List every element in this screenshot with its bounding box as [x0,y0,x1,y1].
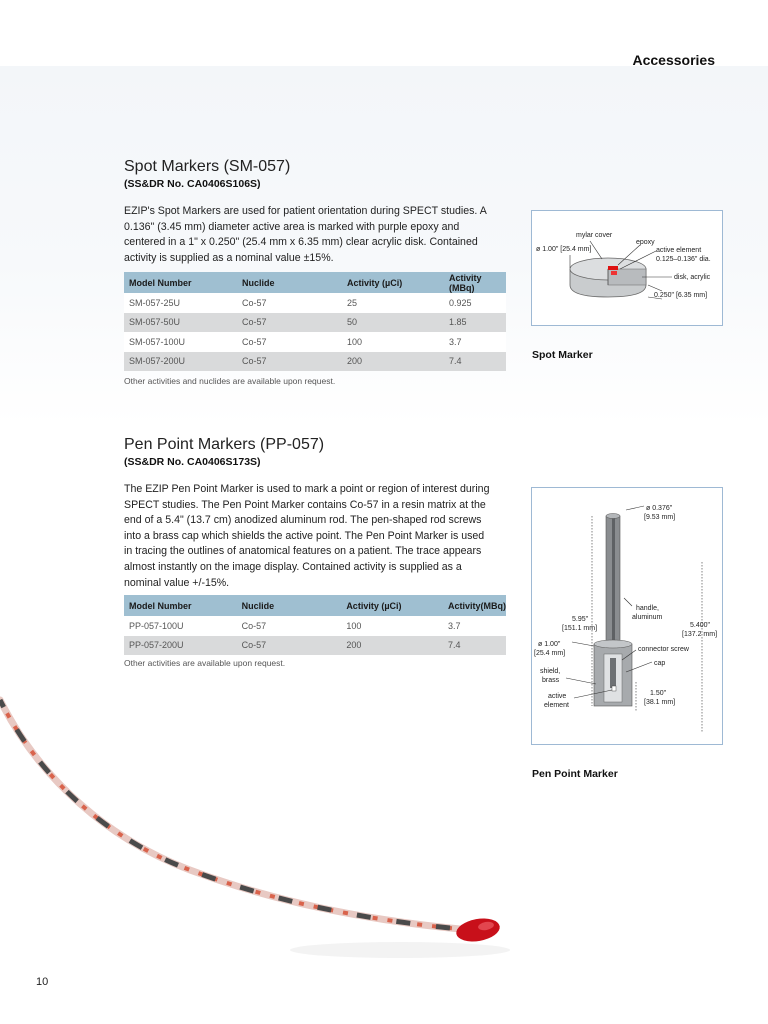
cell-model: SM-057-25U [124,293,237,313]
label-shield: shield, [540,668,561,675]
cell-activity-uci: 100 [342,332,444,352]
pen-point-markers-title: Pen Point Markers (PP-057) [124,436,325,453]
spot-marker-figure [531,210,723,326]
catheter-photo [0,600,540,980]
active-element-red [608,266,618,270]
cell-model: SM-057-100U [124,332,237,352]
cell-model: PP-057-100U [124,616,237,636]
label-mylar: mylar cover [576,232,613,239]
label-active-dia: 0.125–0.136" dia. [656,256,711,263]
table-row [124,293,506,313]
spot-marker-caption: Spot Marker [532,349,593,361]
table-row [124,332,506,352]
cell-activity-uci: 200 [342,352,444,372]
table-row [124,352,506,372]
col-header-activity-uci: Activity (µCi) [341,595,443,616]
spot-markers-description: EZIP's Spot Markers are used for patient orientation during SPECT studies. A 0.136" (3.45 mm) diameter active area is marked with purple epoxy and centered in a 1" x 0.250" (25.4 mm x 6.35 mm) clear acrylic disk. Contained activity is supplied as a nominal value ±15%. [124,205,487,264]
label-dia-cap-mm: [25.4 mm] [534,650,566,657]
col-header-activity-mbq: Activity (MBq) [444,272,506,293]
page-number: 10 [36,976,49,988]
cell-nuclide: Co-57 [237,313,342,333]
label-shield-material: brass [542,677,560,684]
label-length-595-mm: [151.1 mm] [562,625,598,632]
cell-activity-mbq: 1.85 [444,313,506,333]
col-header-activity-mbq: Activity(MBq) [443,595,506,616]
table-header-row [124,272,506,293]
label-cap: cap [654,660,666,667]
table-row [124,313,506,333]
cell-model: SM-057-200U [124,352,237,372]
pen-point-marker-caption: Pen Point Marker [532,768,618,780]
label-length-5400-mm: [137.2 mm] [682,631,718,638]
pen-point-markers-note: Other activities are available upon request. [124,658,286,668]
cell-activity-mbq: 7.4 [444,352,506,372]
label-active: active [548,693,567,700]
spot-marker-drawing [532,211,722,325]
label-active-element: active element [656,247,702,254]
label-thickness: 0.250" [6.35 mm] [654,292,708,299]
cell-activity-mbq: 7.4 [443,636,506,656]
cell-model: PP-057-200U [124,636,237,656]
cell-nuclide: Co-57 [237,293,342,313]
pen-point-markers-code: (SS&DR No. CA0406S173S) [124,456,261,468]
col-header-activity-uci: Activity (µCi) [342,272,444,293]
col-header-model: Model Number [124,595,237,616]
label-length-5400: 5.400" [690,622,711,629]
label-handle: handle, [636,605,659,612]
cell-activity-mbq: 0.925 [444,293,506,313]
section-title: Accessories [632,52,715,68]
label-dia-cap: ø 1.00" [538,641,561,648]
cell-nuclide: Co-57 [237,636,342,656]
pen-point-markers-description: The EZIP Pen Point Marker is used to mark a point or region of interest during SPECT studies. The Pen Point Marker contains Co-57 in a resin matrix at the end of a 5.4" (13.7 cm) anodized aluminum rod. The pen-shaped rod screws into a brass cap which shields the active point. The Pen Point Marker is used in tracing the outlines of anatomical features on a patient. The trace appears almost instantly on the image display. Contained activity is supplied as a nominal value +/-15%. [124,483,490,589]
label-active-element: element [544,702,569,709]
label-length-150-mm: [38.1 mm] [644,699,676,706]
spot-markers-note: Other activities and nuclides are available upon request. [124,376,336,386]
cell-activity-mbq: 3.7 [443,616,506,636]
col-header-nuclide: Nuclide [237,272,342,293]
cell-activity-uci: 100 [341,616,443,636]
label-handle-material: aluminum [632,614,663,621]
label-epoxy: epoxy [636,239,655,246]
spot-markers-title: Spot Markers (SM-057) [124,158,291,175]
cell-activity-uci: 50 [342,313,444,333]
cell-nuclide: Co-57 [237,352,342,372]
label-length-150: 1.50" [650,690,667,697]
col-header-nuclide: Nuclide [237,595,342,616]
catheter-tip [454,915,501,944]
spot-markers-code: (SS&DR No. CA0406S106S) [124,178,261,190]
label-length-595: 5.95" [572,616,589,623]
col-header-model: Model Number [124,272,237,293]
cell-activity-uci: 25 [342,293,444,313]
label-diameter: ø 1.00" [25.4 mm] [536,246,592,253]
cell-nuclide: Co-57 [237,332,342,352]
spot-markers-table [124,272,506,371]
cell-nuclide: Co-57 [237,616,342,636]
label-connector-screw: connector screw [638,646,689,653]
label-disk: disk, acrylic [674,274,711,281]
label-dia-top: ø 0.376" [646,505,673,512]
cell-activity-mbq: 3.7 [444,332,506,352]
cell-model: SM-057-50U [124,313,237,333]
label-dia-top-mm: [9.53 mm] [644,514,676,521]
pen-point-marker-drawing [532,488,722,744]
cell-activity-uci: 200 [341,636,443,656]
pen-point-marker-figure [531,487,723,745]
